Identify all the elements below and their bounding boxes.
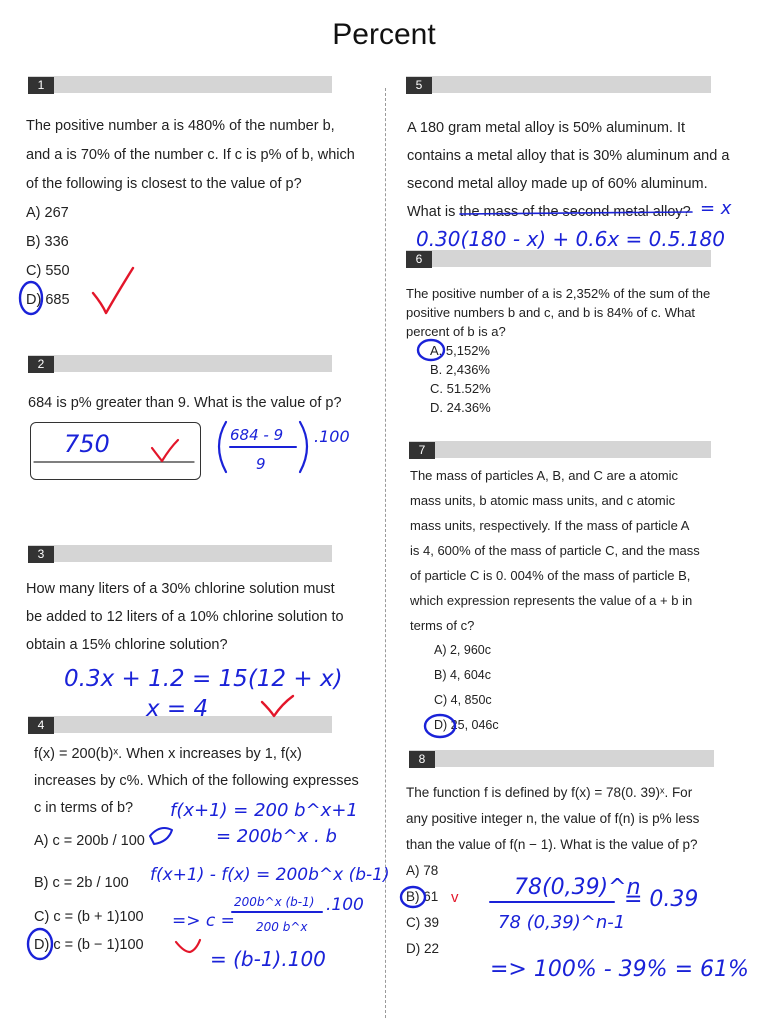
question-text: mass units, b atomic mass units, and c atomic — [410, 493, 676, 508]
question-text: be added to 12 liters of a 10% chlorine solution to — [26, 609, 344, 625]
answer-option-c[interactable]: C) c = (b + 1)100 — [34, 909, 144, 925]
question-text: The mass of particles A, B, and C are a atomic — [410, 468, 679, 483]
question-text: which expression represents the value of a + b in — [410, 593, 693, 608]
handwritten-note: = x — [700, 198, 732, 219]
handwritten-work: 78 (0,39)^n-1 — [498, 912, 626, 933]
handwritten-equation: 0.30(180 - x) + 0.6x = 0.5.180 — [416, 227, 726, 251]
answer-option-a[interactable]: A) 2, 960c — [434, 643, 491, 657]
handwritten-work: f(x+1) - f(x) = 200b^x (b-1) — [150, 865, 390, 885]
question-text: contains a metal alloy that is 30% aluminum and a — [407, 148, 730, 164]
answer-option-b[interactable]: B) 4, 604c — [434, 668, 491, 682]
question-text: increases by c%. Which of the following expresses — [34, 773, 359, 789]
question-text: The positive number a is 480% of the number b, — [26, 118, 335, 134]
question-text: is 4, 600% of the mass of particle C, and the mass — [410, 543, 700, 558]
question-text: What is the mass of the second metal alloy? — [407, 204, 691, 220]
question-text: The positive number of a is 2,352% of the sum of the — [406, 286, 711, 301]
answer-option-d[interactable]: D) c = (b − 1)100 — [34, 937, 144, 953]
question-text: any positive integer n, the value of f(n) is p% less — [406, 811, 700, 826]
answer-option-a[interactable]: A) 78 — [406, 863, 439, 878]
question-2 — [28, 393, 342, 413]
red-check-icon — [176, 940, 200, 952]
handwritten-equation: 0.3x + 1.2 = 15(12 + x) — [64, 666, 343, 692]
handwritten-work: 200 b^x — [256, 920, 308, 934]
question-header-1 — [28, 76, 332, 93]
handwritten-work: 684 - 9 — [230, 426, 284, 444]
question-8 — [406, 780, 699, 962]
right-paren — [300, 422, 307, 472]
question-number: 6 — [406, 251, 432, 268]
question-header-4 — [28, 716, 332, 733]
question-text: The function f is defined by f(x) = 78(0. 39)ˣ. For — [406, 785, 693, 800]
answer-option-d[interactable]: D) 685 — [26, 292, 70, 308]
page-title: Percent — [332, 18, 436, 51]
answer-option-a[interactable]: A) c = 200b / 100 — [34, 833, 145, 849]
answer-option-c[interactable]: C) 39 — [406, 915, 440, 930]
red-check-icon — [262, 696, 293, 716]
handwritten-work: = 200b^x . b — [216, 826, 337, 847]
handwritten-work: .100 — [326, 895, 364, 915]
answer-option-c[interactable]: C) 4, 850c — [434, 693, 492, 707]
answer-option-d[interactable]: D) 22 — [406, 941, 440, 956]
question-header-2 — [28, 355, 332, 372]
handwritten-work: f(x+1) = 200 b^x+1 — [170, 800, 358, 821]
question-header-8 — [409, 750, 714, 767]
answer-option-c[interactable]: C. 51.52% — [430, 381, 491, 396]
answer-option-b[interactable]: B) 336 — [26, 234, 69, 250]
handwritten-work: 78(0,39)^n — [514, 875, 641, 900]
question-1 — [26, 112, 355, 315]
answer-option-a[interactable]: A. 5,152% — [430, 343, 490, 358]
scribble-mark — [150, 828, 172, 844]
handwritten-work: .100 — [314, 427, 350, 446]
left-paren — [219, 422, 226, 472]
question-number: 5 — [406, 77, 432, 94]
question-text: A 180 gram metal alloy is 50% aluminum. It — [407, 120, 686, 136]
question-header-5 — [406, 76, 711, 93]
handwritten-answer: 750 — [64, 430, 110, 458]
answer-option-d[interactable]: D) 25, 046c — [434, 718, 499, 732]
question-7 — [410, 463, 700, 738]
answer-option-b[interactable]: B) 61 — [406, 889, 439, 904]
question-6 — [406, 284, 710, 417]
answer-option-a[interactable]: A) 267 — [26, 205, 69, 221]
question-5 — [407, 114, 729, 226]
question-number: 3 — [28, 546, 54, 563]
question-text: and a is 70% of the number c. If c is p% of b, which — [26, 147, 355, 163]
column-divider — [385, 88, 386, 1018]
question-number: 8 — [409, 751, 435, 768]
handwritten-work: = 0.39 — [624, 887, 699, 912]
question-number: 1 — [28, 77, 54, 94]
question-text: second metal alloy made up of 60% aluminum. — [407, 176, 708, 192]
question-header-3 — [28, 545, 332, 562]
answer-option-b[interactable]: B. 2,436% — [430, 362, 490, 377]
answer-option-b[interactable]: B) c = 2b / 100 — [34, 875, 129, 891]
question-text: mass units, respectively. If the mass of particle A — [410, 518, 690, 533]
handwritten-work: = (b-1).100 — [210, 947, 326, 971]
question-text: terms of c? — [410, 618, 475, 633]
question-text: obtain a 15% chlorine solution? — [26, 637, 228, 653]
question-text: of particle C is 0. 004% of the mass of particle B, — [410, 568, 691, 583]
question-3 — [26, 575, 344, 659]
question-header-6 — [406, 250, 711, 267]
handwritten-work: => c = — [172, 911, 235, 931]
question-number: 4 — [28, 717, 54, 734]
red-check-icon: v — [451, 889, 459, 906]
question-text: than the value of f(n − 1). What is the value of p? — [406, 837, 698, 852]
handwritten-result: => 100% - 39% = 61% — [490, 957, 749, 982]
question-text: c in terms of b? — [34, 800, 134, 816]
question-text: f(x) = 200(b)ˣ. When x increases by 1, f(x) — [34, 746, 302, 762]
answer-option-c[interactable]: C) 550 — [26, 263, 70, 279]
answer-option-d[interactable]: D. 24.36% — [430, 400, 491, 415]
handwritten-result: x = 4 — [146, 696, 209, 722]
question-number: 7 — [409, 442, 435, 459]
handwritten-work: 9 — [256, 455, 266, 473]
question-text: of the following is closest to the value of p? — [26, 176, 302, 192]
question-number: 2 — [28, 356, 54, 373]
question-text: positive numbers b and c, and b is 84% of c. What — [406, 305, 696, 320]
question-text: percent of b is a? — [406, 324, 506, 339]
question-text: 684 is p% greater than 9. What is the value of p? — [28, 395, 342, 411]
question-text: How many liters of a 30% chlorine solution must — [26, 581, 335, 597]
answer-box[interactable] — [30, 422, 201, 480]
question-4 — [34, 741, 359, 822]
handwritten-work: 200b^x (b-1) — [234, 895, 315, 909]
question-header-7 — [409, 441, 711, 458]
